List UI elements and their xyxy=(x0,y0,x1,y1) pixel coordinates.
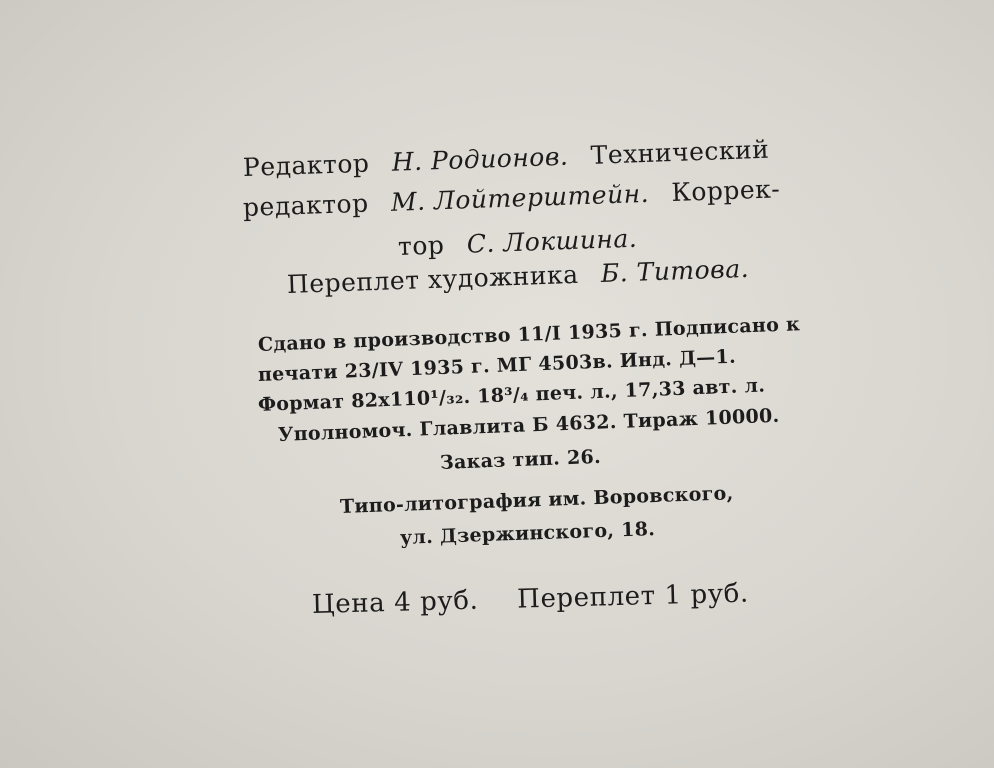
price-line xyxy=(312,579,750,620)
printer-line-1: Типо-литография им. Воровского, xyxy=(339,482,734,518)
technical-editor-label: редактор xyxy=(242,188,370,222)
imprint-line-4: Уполномоч. Главлита Б 4632. Тираж 10000. xyxy=(277,404,780,446)
binding-artist-label: Переплет художника xyxy=(286,259,579,299)
imprint-line-2: печати 23/IV 1935 г. МГ 4503в. Инд. Д—1. xyxy=(257,345,737,386)
imprint-line-1: Сдано в производство 11/I 1935 г. Подписано к xyxy=(257,313,801,356)
binding-price: Переплет 1 руб. xyxy=(516,578,750,615)
imprint-line-5: Заказ тип. 26. xyxy=(439,445,602,474)
credits-line-3 xyxy=(397,224,637,261)
technical-label: Технический xyxy=(590,134,770,170)
credits-line-1 xyxy=(242,135,769,182)
printer-line-2: ул. Дзержинского, 18. xyxy=(399,518,656,549)
binding-artist-name: Б. Титова. xyxy=(600,253,750,289)
imprint-line-3: Формат 82х110¹/₃₂. 18³/₄ печ. л., 17,33 авт. л. xyxy=(257,374,766,416)
book-price: Цена 4 руб. xyxy=(311,585,479,620)
proofreader-name: С. Локшина. xyxy=(466,223,638,259)
technical-editor-name: М. Лойтерштейн. xyxy=(390,178,650,217)
editor-label: Редактор xyxy=(242,148,370,182)
proofreader-label-end: тор xyxy=(397,230,445,261)
credits-line-2 xyxy=(242,174,780,222)
proofreader-label-start: Коррек- xyxy=(670,174,781,208)
editor-name: Н. Родионов. xyxy=(391,141,569,177)
credits-line-4 xyxy=(286,254,749,299)
